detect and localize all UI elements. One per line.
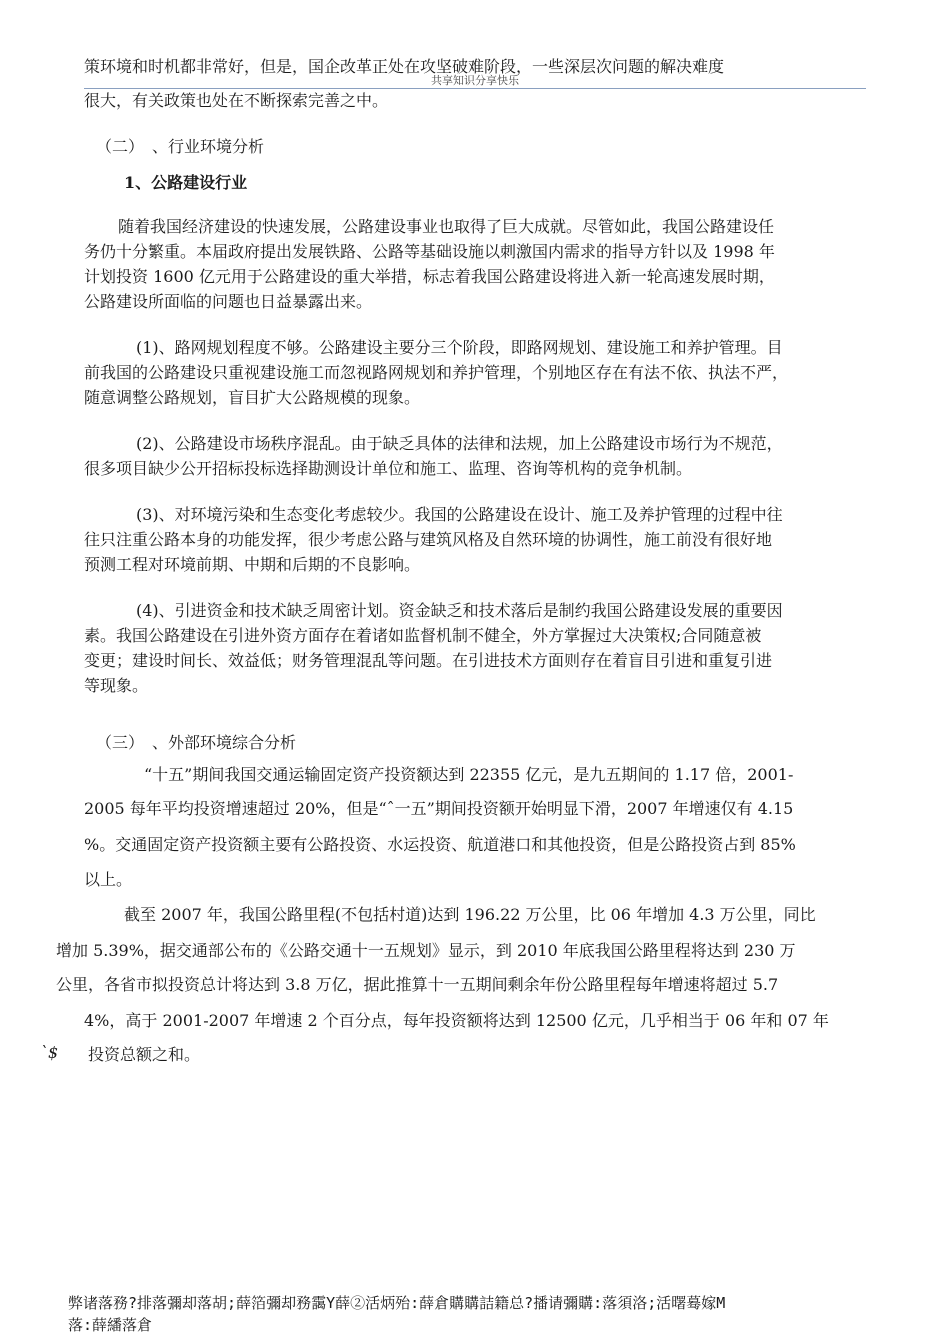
paragraph-line: 预测工程对环境前期、中期和后期的不良影响。 <box>84 555 421 574</box>
paragraph-line: 等现象。 <box>84 676 149 695</box>
paragraph-line: 策环境和时机都非常好，但是，国企改革正处在攻坚破难阶段，一些深层次问题的解决难度 <box>84 57 725 76</box>
paragraph-line: 素。我国公路建设在引进外资方面存在着诸如监督机制不健全，外方掌握过大决策权;合同随意被 <box>84 626 762 645</box>
subsection-heading: 1、公路建设行业 <box>124 173 248 192</box>
footer-garbled-text: 落:薛繙落倉 <box>68 1316 153 1334</box>
paragraph-line: 随意调整公路规划，盲目扩大公路规模的现象。 <box>84 388 421 407</box>
paragraph-line: (1)、路网规划程度不够。公路建设主要分三个阶段，即路网规划、建设施工和养护管理。目 <box>136 338 783 357</box>
paragraph-line: (3)、对环境污染和生态变化考虑较少。我国的公路建设在设计、施工及养护管理的过程中往 <box>136 505 783 524</box>
header-rule <box>84 88 866 89</box>
section-heading: （二） 、行业环境分析 <box>96 137 265 156</box>
paragraph-line: “十五”期间我国交通运输固定资产投资额达到 22355 亿元，是九五期间的 1.17 倍，2001- <box>144 765 794 784</box>
margin-mark: `$ <box>40 1043 59 1062</box>
paragraph-line: 往只注重公路本身的功能发挥，很少考虑公路与建筑风格及自然环境的协调性，施工前没有很好地 <box>84 530 773 549</box>
paragraph-line: 4%，高于 2001-2007 年增速 2 个百分点，每年投资额将达到 12500 亿元，几乎相当于 06 年和 07 年 <box>84 1011 829 1030</box>
footer-garbled-text: 弊诸落務?排落彌却落胡;薛箔彌却務靄Y薛②活炳殆:薛倉購購詰籍总?播请彌購:落須洛;活曙蓦嫁M <box>68 1294 726 1312</box>
paragraph-line: 增加 5.39%，据交通部公布的《公路交通十一五规划》显示，到 2010 年底我国公路里程将达到 230 万 <box>56 941 796 960</box>
paragraph-line: 2005 每年平均投资增速超过 20%，但是“ˆ一五”期间投资额开始明显下滑，2007 年增速仅有 4.15 <box>84 799 794 818</box>
paragraph-line: 随着我国经济建设的快速发展，公路建设事业也取得了巨大成就。尽管如此，我国公路建设任 <box>118 217 775 236</box>
paragraph-line: 公里，各省市拟投资总计将达到 3.8 万亿，据此推算十一五期间剩余年份公路里程每年增速将超过 5.7 <box>56 975 779 994</box>
paragraph-line: 前我国的公路建设只重视建设施工而忽视路网规划和养护管理，个别地区存在有法不依、执法不严， <box>84 363 789 382</box>
paragraph-line: (4)、引进资金和技术缺乏周密计划。资金缺乏和技术落后是制约我国公路建设发展的重要因 <box>136 601 783 620</box>
paragraph-line: 计划投资 1600 亿元用于公路建设的重大举措，标志着我国公路建设将进入新一轮高速发展时期， <box>84 267 775 286</box>
paragraph-line: 务仍十分繁重。本届政府提出发展铁路、公路等基础设施以刺激国内需求的指导方针以及 1998 年 <box>84 242 775 261</box>
paragraph-line: 投资总额之和。 <box>88 1045 201 1064</box>
paragraph-line: 以上。 <box>84 870 133 889</box>
section-heading: （三） 、外部环境综合分析 <box>96 733 297 752</box>
paragraph-line: %。交通固定资产投资额主要有公路投资、水运投资、航道港口和其他投资，但是公路投资占到 85% <box>84 835 796 854</box>
paragraph-line: 很大，有关政策也处在不断探索完善之中。 <box>84 91 389 110</box>
paragraph-line: 很多项目缺少公开招标投标选择勘测设计单位和施工、监理、咨询等机构的竞争机制。 <box>84 459 693 478</box>
paragraph-line: 公路建设所面临的问题也日益暴露出来。 <box>84 292 373 311</box>
paragraph-line: (2)、公路建设市场秩序混乱。由于缺乏具体的法律和法规，加上公路建设市场行为不规范， <box>136 434 783 453</box>
paragraph-line: 变更；建设时间长、效益低；财务管理混乱等问题。在引进技术方面则存在着盲目引进和重复引进 <box>84 651 773 670</box>
running-header-text: 共享知识分享快乐 <box>431 74 519 87</box>
paragraph-line: 截至 2007 年，我国公路里程(不包括村道)达到 196.22 万公里，比 06 年增加 4.3 万公里，同比 <box>124 905 816 924</box>
